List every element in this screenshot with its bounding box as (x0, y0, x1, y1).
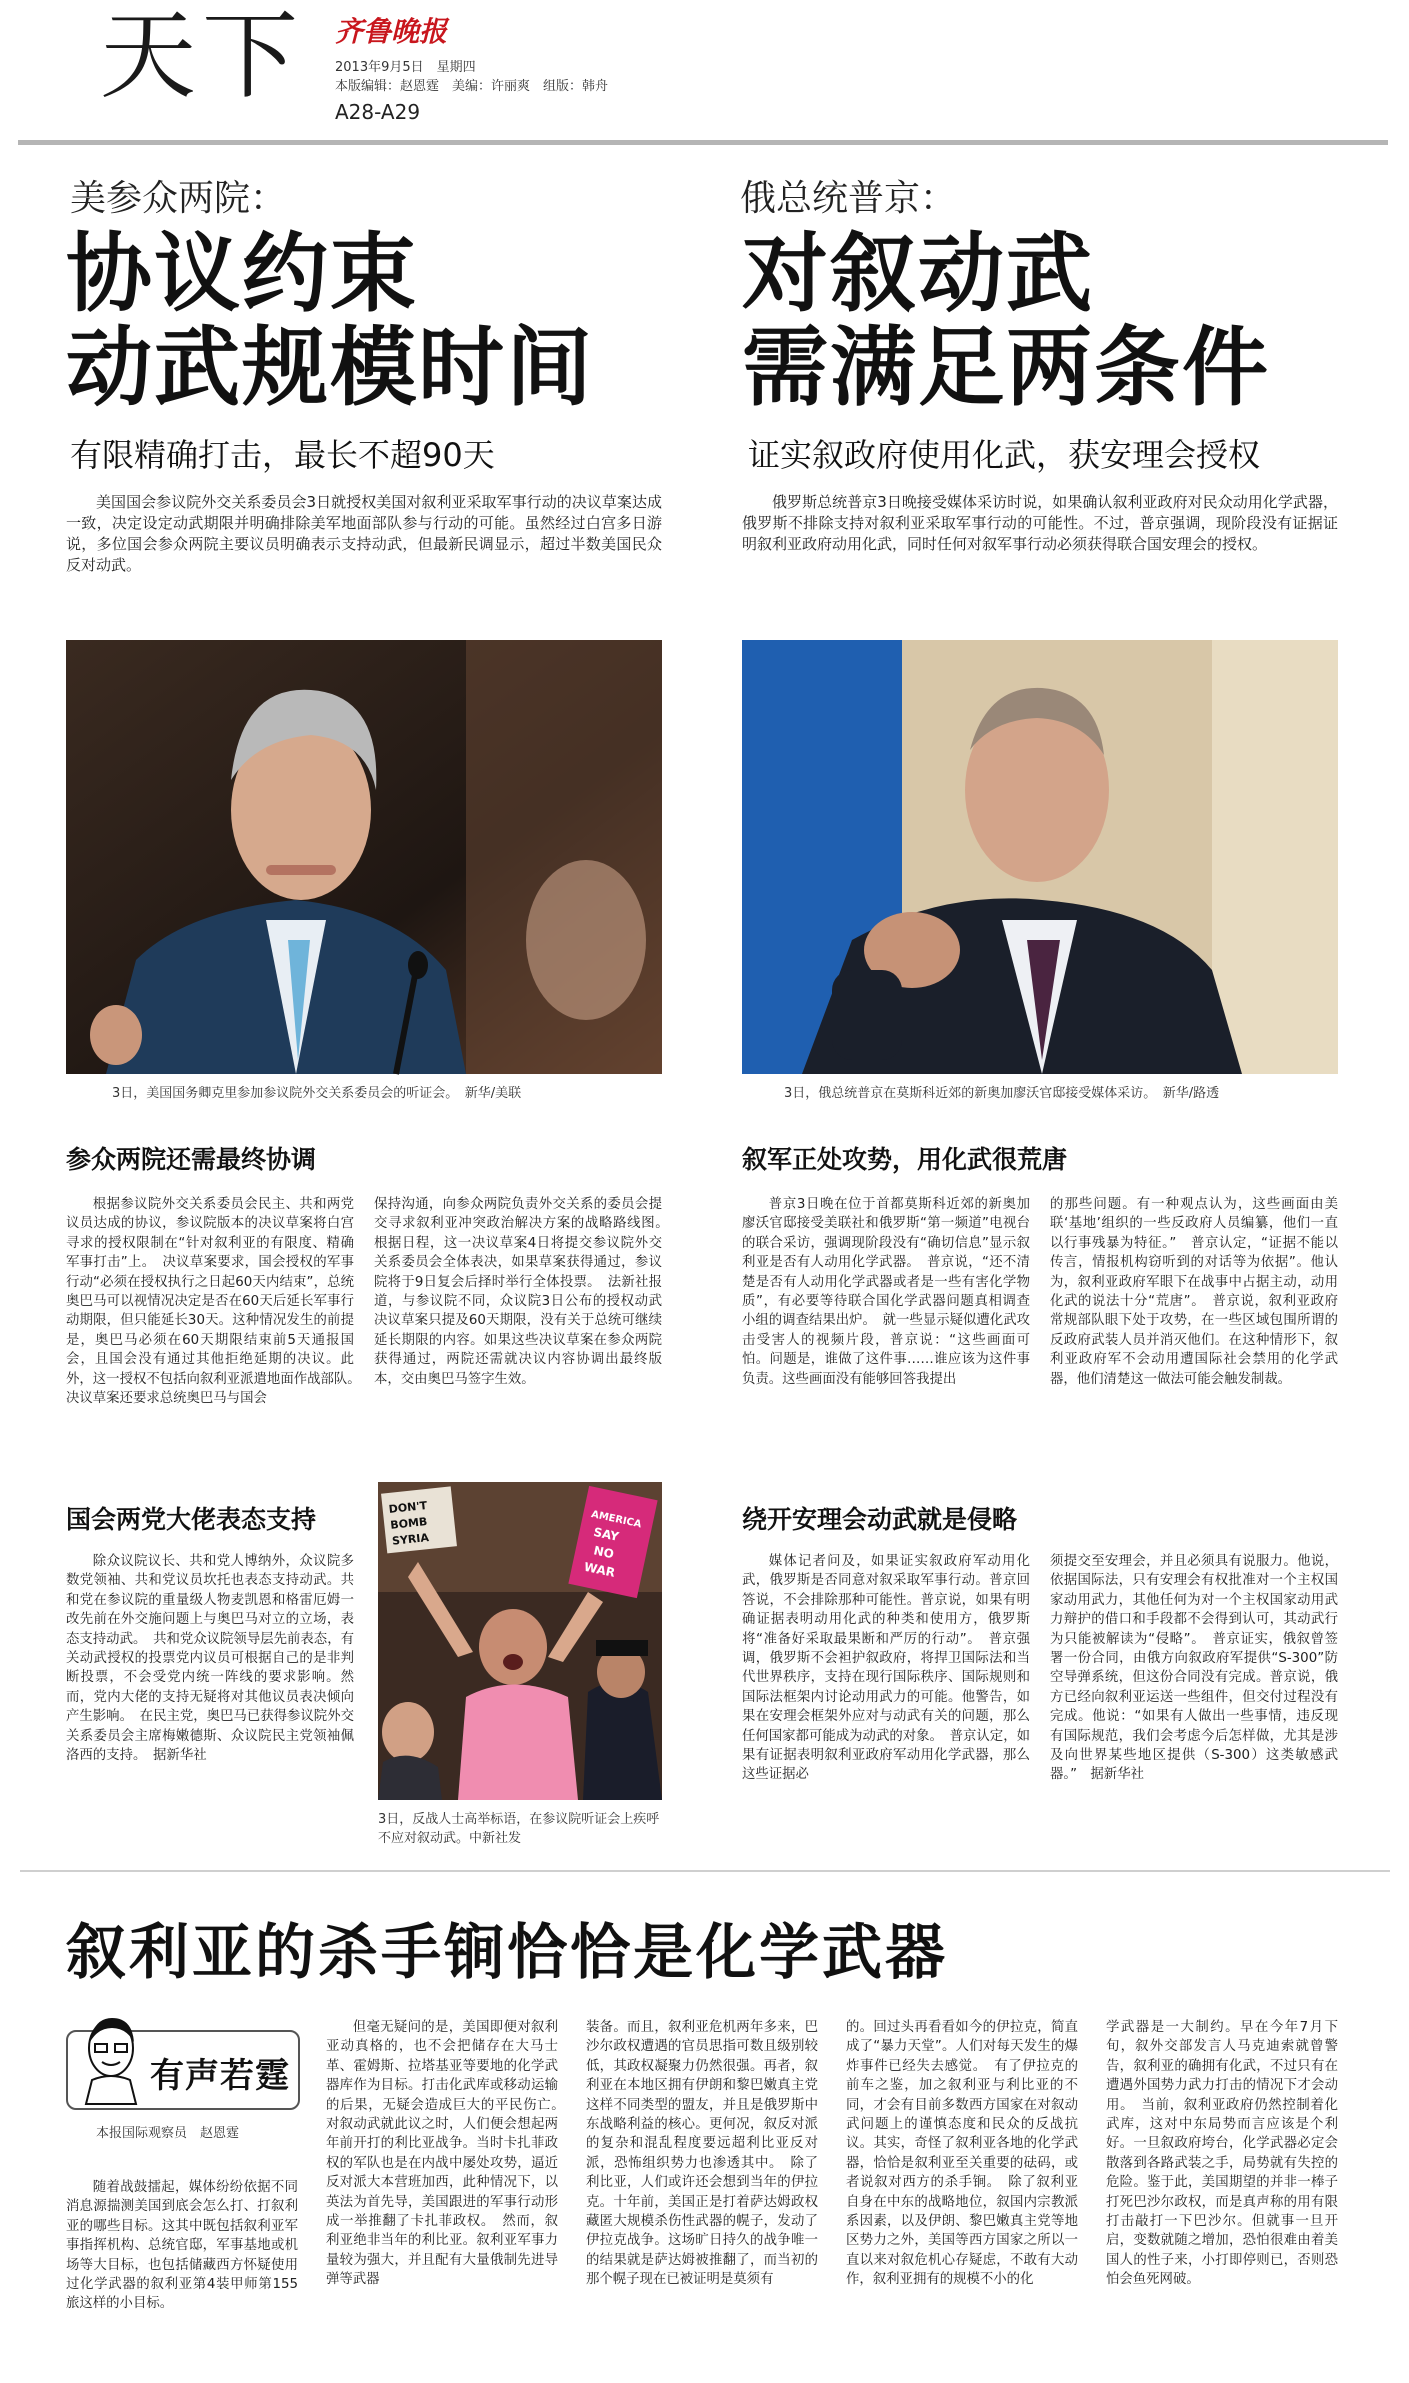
commentary-title: 叙利亚的杀手锏恰恰是化学武器 (66, 1918, 948, 1988)
svg-text:AMERICA: AMERICA (590, 1508, 643, 1531)
columnist-portrait-icon (82, 2014, 140, 2104)
commentary-col3: 装备。而且，叙利亚危机两年多来，巴沙尔政权遭遇的官员思指可数且级别较低，其政权凝聚力仍然很强。再者，叙利亚在本地区拥有伊朗和黎巴嫩真主党这样不同类型的盟友，并且是俄罗斯中东战略利益的核心。更何况，叙反对派的复杂和混乱程度要远超利比亚反对派，恐怖组织势力也渗透其中。 除了利比亚，人们或许还会想到当年的伊拉克。十年前，美国正是打着萨达姆政权藏匿大规模杀伤性武器的幌子，发动了伊拉克战争。这场旷日持久的战争唯一的结果就是萨达姆被推翻了，而当初的那个幌子现在已被证明是莫须有 (586, 2020, 818, 2288)
commentary-col1: 随着战鼓擂起，媒体纷纷依据不同消息源揣测美国到底会怎么打、打叙利亚的哪些目标。这其中既包括叙利亚军事指挥机构、总统官邸，军事基地或机场等大目标，也包括储藏西方怀疑使用过化学武器的叙利亚第4装甲师第155旅这样的小目标。 (66, 2180, 298, 2312)
protest-photo (378, 1482, 662, 1800)
left-section2-body: 除众议院议长、共和党人博纳外，众议院多数党领袖、共和党议员坎托也表态支持动武。共和党在参议院的重量级人物麦凯恩和格雷厄姆一改先前在外交施问题上与奥巴马对立的立场，表态支持动武。 共和党众议院领导层先前表态，有关动武授权的投票党内议员可根据自己的是非判断投票，不会受党内统一阵线的要求影响。然而，党内大佬的支持无疑将对其他议员表决倾向产生影响。 在民主党，奥巴马已获得参议院外交关系委员会主席梅嫩德斯、众议院民主党领袖佩洛西的支持。 据新华社 (66, 1554, 354, 1764)
svg-text:DON'T: DON'T (388, 1499, 428, 1516)
right-section1-title: 叙军正处攻势，用化武很荒唐 (742, 1145, 1068, 1174)
protest-photo-caption: 3日，反战人士高举标语，在参议院听证会上疾呼不应对叙动武。中新社发 (378, 1812, 660, 1846)
left-headline-line1: 协议约束 (66, 224, 418, 324)
section-title: 天下 (100, 0, 304, 112)
right-deck: 证实叙政府使用化武，获安理会授权 (748, 436, 1261, 474)
kerry-photo-caption: 3日，美国国务卿克里参加参议院外交关系委员会的听证会。 新华/美联 (112, 1086, 522, 1101)
commentary-divider (20, 1870, 1390, 1872)
right-section2-title: 绕开安理会动武就是侵略 (742, 1505, 1018, 1534)
left-section1-col1: 根据参议院外交关系委员会民主、共和两党议员达成的协议，参议院版本的决议草案将白宫寻求的授权限制在“针对叙利亚的有限度、精确军事打击”上。 决议草案要求，国会授权的军事行动“必须在授权执行之日起60天内结束”，总统奥巴马可以视情况决定是否在60天后延长军事行动期限，但只能延长30天。这种情况发生的前提是，奥巴马必须在60天期限结束前5天通报国会，且国会没有通过其他拒绝延期的决议。此外，这一授权不包括向叙利亚派遣地面作战部队。 决议草案还要求总统奥巴马与国会 (66, 1197, 368, 1407)
right-section1-col1: 普京3日晚在位于首都莫斯科近郊的新奥加廖沃官邸接受美联社和俄罗斯“第一频道”电视台的联合采访，强调现阶段没有“确切信息”显示叙利亚是否有人动用化学武器。 普京说，“还不清楚是否有人动用化学武器或者是一些有害化学物质”，有必要等待联合国化学武器问题真相调查小组的调查结果出炉。 就一些显示疑似遭化武攻击受害人的视频片段，普京说：“这些画面可怕。问题是，谁做了这件事……谁应该为这件事负责。这些画面没有能够回答我提出 (742, 1197, 1030, 1387)
svg-text:NO: NO (592, 1543, 616, 1562)
left-section1-title: 参众两院还需最终协调 (66, 1145, 317, 1174)
putin-photo (742, 640, 1338, 1074)
svg-text:SAY: SAY (592, 1524, 621, 1544)
putin-photo-caption: 3日，俄总统普京在莫斯科近郊的新奥加廖沃官邸接受媒体采访。 新华/路透 (784, 1086, 1220, 1101)
svg-text:WAR: WAR (582, 1559, 617, 1580)
right-kicker: 俄总统普京： (740, 178, 957, 219)
commentary-col5: 学武器是一大制约。早在今年7月下旬，叙外交部发言人马克迪索就曾警告，叙利亚的确拥有化武，不过只有在遭遇外国势力武力打击的情况下才会动用。 当前，叙利亚政府仍然控制着化武库，这对中东局势而言应该是个利好。一旦叙政府垮台，化学武器必定会散落到各路武装之手，局势就有失控的危险。鉴于此，美国期望的并非一棒子打死巴沙尔政权，而是真声称的用有限打击敲打一下巴沙尔。但就事一旦开启，变数就随之增加，恐怕很难由着美国人的性子来，小打即停则已，否则恐怕会鱼死网破。 (1106, 2020, 1338, 2288)
page-numbers: A28-A29 (335, 100, 421, 124)
left-lead: 美国国会参议院外交关系委员会3日就授权美国对叙利亚采取军事行动的决议草案达成一致，决定设定动武期限并明确排除美军地面部队参与行动的可能。虽然经过白宫多日游说，多位国会参众两院主要议员明确表示支持动武，但最新民调显示，超过半数美国民众反对动武。 (66, 493, 662, 574)
left-section2-title: 国会两党大佬表态支持 (66, 1505, 317, 1534)
issue-meta (335, 58, 608, 96)
svg-text:SYRIA: SYRIA (391, 1530, 430, 1548)
right-headline-line1: 对叙动武 (742, 224, 1094, 324)
kerry-photo (66, 640, 662, 1074)
left-kicker: 美参众两院： (70, 178, 287, 219)
column-badge (66, 2030, 300, 2110)
issue-date: 2013年9月5日 星期四 (335, 60, 476, 75)
column-name: 有声若霆 (150, 2056, 290, 2096)
right-lead: 俄罗斯总统普京3日晚接受媒体采访时说，如果确认叙利亚政府对民众动用化学武器，俄罗斯不排除支持对叙利亚采取军事行动的可能性。不过，普京强调，现阶段没有证据证明叙利亚政府动用化武，同时任何对叙军事行动必须获得联合国安理会的授权。 (742, 493, 1338, 553)
left-section1-col2: 保持沟通，向参众两院负责外交关系的委员会提交寻求叙利亚冲突政治解决方案的战略路线图。 根据日程，这一决议草案4日将提交参议院外交关系委员会全体表决，如果草案获得通过，参议院将于9日复会后择时举行全体投票。 法新社报道，与参议院不同，众议院3日公布的授权动武决议草案只提及60天期限，没有关于总统可继续延长期限的内容。如果这些决议草案在参众两院获得通过，两院还需就决议内容协调出最终版本，交由奥巴马签字生效。 (374, 1197, 676, 1387)
right-section2-col2: 须提交至安理会，并且必须具有说服力。他说，依据国际法，只有安理会有权批准对一个主权国家动用武力，其他任何为对一个主权国家动用武力辩护的借口和手段都不会得到认可，其动武行为只能被解读为“侵略”。 普京证实，俄叙曾签署一份合同，由俄方向叙政府军提供“S-300”防空导弹系统，但这份合同没有完成。普京说，俄方已经向叙利亚运送一些组件，但交付过程没有完成。他说：“如果有人做出一些事情，违反现有国际规范，我们会考虑今后怎样做，尤其是涉及向世界某些地区提供（S-300）这类敏感武器。” 据新华社 (1050, 1554, 1338, 1783)
right-section1-col2: 的那些问题。有一种观点认为，这些画面由美联‘基地’组织的一些反政府人员编纂，他们一直以行事残暴为特征。” 普京认定，“证据不能以传言，情报机构窃听到的对话等为依据”。他认为，叙利亚政府军眼下在战事中占据主动，动用化武的说法十分“荒唐”。 普京说，叙利亚政府常规部队眼下处于攻势，在一些区域包围所谓的反政府武装人员并消灭他们。在这种情形下，叙利亚政府军不会动用遭国际社会禁用的化学武器，他们清楚这一做法可能会触发制裁。 (1050, 1197, 1338, 1387)
masthead-rule (18, 140, 1388, 145)
left-deck: 有限精确打击，最长不超90天 (70, 436, 495, 474)
editor-credits: 本版编辑：赵恩霆 美编：许丽爽 组版：韩舟 (335, 79, 609, 94)
svg-text:BOMB: BOMB (389, 1515, 428, 1532)
newspaper-logo: 齐鲁晚报 (335, 15, 448, 48)
right-headline-line2: 需满足两条件 (742, 318, 1270, 418)
masthead (0, 0, 1409, 150)
right-section2-col1: 媒体记者问及，如果证实叙政府军动用化武，俄罗斯是否同意对叙采取军事行动。普京回答说，不会排除那种可能性。普京说，如果有明确证据表明动用化武的种类和使用方，俄罗斯将“准备好采取最果断和严厉的行动”。 普京强调，俄罗斯不会袒护叙政府，将捍卫国际法和当代世界秩序，支持在现行国际秩序、国际规则和国际法框架内讨论动用武力的可能。他警告，如果在安理会框架外应对与动武有关的问题，那么任何国家都可能成为动武的对象。 普京认定，如果有证据表明叙利亚政府军动用化学武器，那么这些证据必 (742, 1554, 1030, 1783)
commentary-byline: 本报国际观察员 赵恩霆 (96, 2126, 240, 2141)
left-headline-line2: 动武规模时间 (66, 318, 594, 418)
commentary-col2: 但毫无疑问的是，美国即便对叙利亚动真格的，也不会把储存在大马士革、霍姆斯、拉塔基亚等要地的化学武器库作为目标。打击化武库或移动运输的后果，无疑会造成巨大的平民伤亡。 对叙动武就此议之时，人们便会想起两年前开打的利比亚战争。当时卡扎菲政权的军队也是在内战中屡处攻势，逼近反对派大本营班加西，此种情况下，以英法为首先导，美国跟进的军事行动形成一举推翻了卡扎菲政权。 然而，叙利亚绝非当年的利比亚。叙利亚军事力量较为强大，并且配有大量俄制先进导弹等武器 (326, 2020, 572, 2288)
commentary-col4: 的。回过头再看看如今的伊拉克，简直成了“暴力天堂”。人们对每天发生的爆炸事件已经失去感觉。 有了伊拉克的前车之鉴，加之叙利亚与利比亚的不同，才会有目前多数西方国家在对叙动武问题上的谨慎态度和民众的反战抗议。其实，奇怪了叙利亚各地的化学武器，恰恰是叙利亚至关重要的砝码，或者说叙对西方的杀手锏。 除了叙利亚自身在中东的战略地位，叙国内宗教派系因素，以及伊朗、黎巴嫩真主党等地区势力之外，美国等西方国家之所以一直以来对叙危机心存疑虑，不敢有大动作，叙利亚拥有的规模不小的化 (846, 2020, 1078, 2288)
